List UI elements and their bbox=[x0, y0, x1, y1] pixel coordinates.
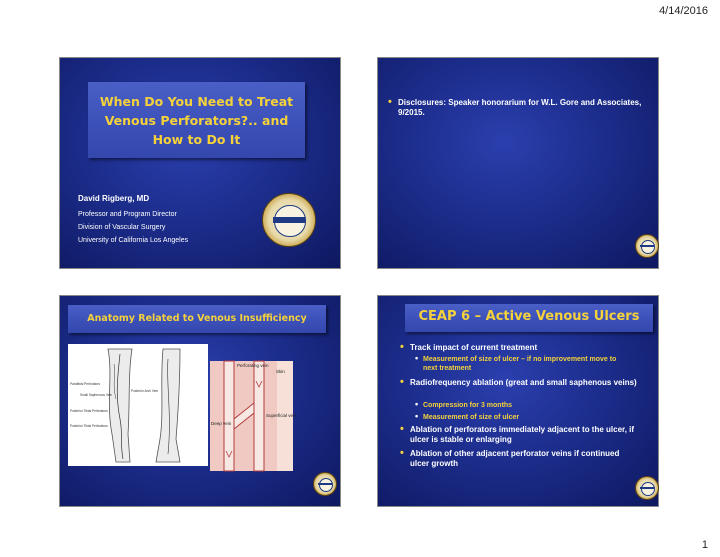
bullet-icon: • bbox=[400, 423, 404, 435]
vein-label: Perforating vein bbox=[237, 363, 269, 368]
slide-title bbox=[59, 57, 341, 269]
bullet-item: • Track impact of current treatment bbox=[400, 341, 538, 353]
author-title: Professor and Program Director bbox=[78, 211, 177, 218]
slide-title-heading: When Do You Need to Treat Venous Perforators?.. and How to Do It bbox=[88, 82, 305, 158]
ucla-seal-logo bbox=[313, 472, 337, 496]
slide-anatomy bbox=[59, 295, 341, 507]
slide-ceap6-heading: CEAP 6 – Active Venous Ulcers bbox=[405, 304, 653, 332]
ucla-seal-logo bbox=[635, 476, 659, 500]
disclosure-bullet: • Disclosures: Speaker honorarium for W.L. Gore and Associates, 9/2015. bbox=[388, 96, 642, 117]
bullet-icon: • bbox=[415, 411, 419, 421]
vein-label: Deep vein bbox=[211, 421, 232, 426]
leg-anatomy-illustration bbox=[68, 344, 208, 466]
anatomy-label: Paratibial Perforators bbox=[70, 382, 100, 386]
slide-anatomy-heading: Anatomy Related to Venous Insufficiency bbox=[68, 305, 326, 333]
bullet-item: • Ablation of perforators immediately adjacent to the ulcer, if ulcer is stable or enlarging bbox=[400, 423, 635, 444]
anatomy-label: Posterior Arch Vein bbox=[131, 389, 159, 393]
vein-cross-section-diagram bbox=[210, 361, 297, 471]
anatomy-label: Posterior Tibial Perforators bbox=[70, 424, 108, 428]
page-date: 4/14/2016 bbox=[659, 5, 708, 17]
sub-bullet-item: • Measurement of size of ulcer bbox=[415, 411, 520, 421]
bullet-icon: • bbox=[400, 376, 404, 388]
ucla-seal-logo bbox=[262, 193, 316, 247]
vein-label: Superficial vein bbox=[266, 413, 297, 418]
slide-ceap6 bbox=[377, 295, 659, 507]
page-number: 1 bbox=[701, 539, 708, 551]
ucla-seal-logo bbox=[635, 234, 659, 258]
sub-bullet-item: • Compression for 3 months bbox=[415, 399, 513, 409]
bullet-icon: • bbox=[400, 447, 404, 459]
author-name: David Rigberg, MD bbox=[78, 194, 150, 203]
vein-label: Skin bbox=[276, 369, 285, 374]
bullet-icon: • bbox=[415, 399, 419, 409]
bullet-item: • Radiofrequency ablation (great and small saphenous veins) bbox=[400, 376, 637, 388]
anatomy-label: Small Saphenous Vein bbox=[80, 393, 113, 397]
bullet-icon: • bbox=[400, 341, 404, 353]
author-university: University of California Los Angeles bbox=[78, 237, 189, 244]
bullet-icon: • bbox=[415, 353, 419, 363]
anatomy-label: Posterior Tibial Perforators bbox=[70, 409, 108, 413]
sub-bullet-item: • Measurement of size of ulcer – if no improvement move to next treatment bbox=[415, 353, 617, 372]
author-division: Division of Vascular Surgery bbox=[78, 224, 166, 231]
bullet-item: • Ablation of other adjacent perforator veins if continued ulcer growth bbox=[400, 447, 620, 468]
slide-disclosures bbox=[377, 57, 659, 269]
bullet-icon: • bbox=[388, 96, 392, 108]
